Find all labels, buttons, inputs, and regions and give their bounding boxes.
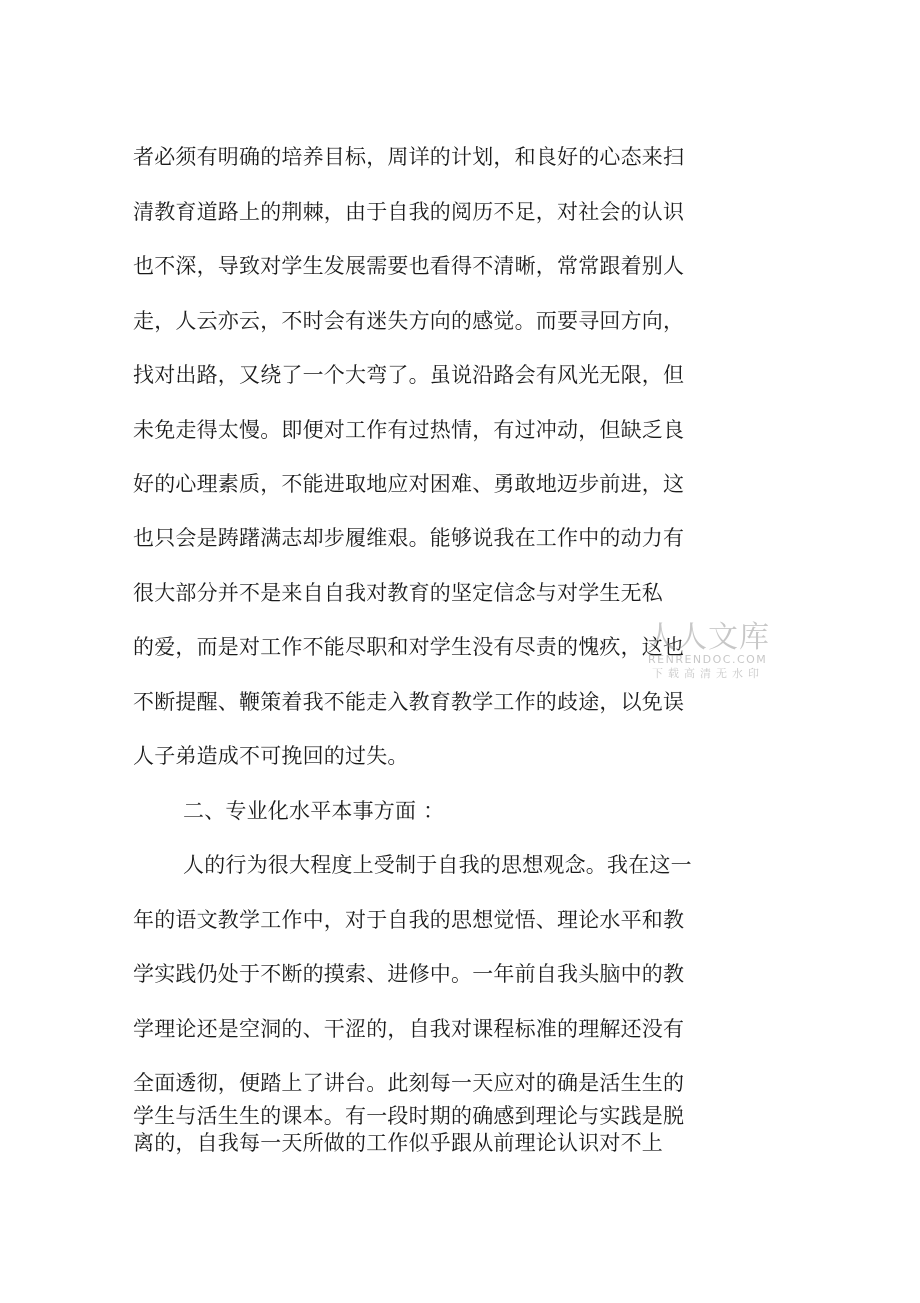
- text-line: 未免走得太慢。即便对工作有过热情，有过冲动，但缺乏良: [133, 418, 685, 442]
- text-line: 者必须有明确的培养目标，周详的计划，和良好的心态来扫: [133, 145, 685, 169]
- text-line: 不断提醒、鞭策着我不能走入教育教学工作的歧途，以免误: [133, 690, 685, 714]
- text-line: 找对出路，又绕了一个大弯了。虽说沿路会有风光无限，但: [133, 363, 685, 387]
- text-line: 学理论还是空洞的、干涩的，自我对课程标准的理解还没有: [133, 1017, 685, 1041]
- section-heading: 二、专业化水平本事方面 ：: [183, 799, 445, 823]
- text-line: 人子弟造成不可挽回的过失。: [133, 744, 409, 768]
- text-line: 走，人云亦云，不时会有迷失方向的感觉。而要寻回方向，: [133, 309, 685, 333]
- text-line: 离的，自我每一天所做的工作似乎跟从前理论认识对不上: [133, 1131, 663, 1155]
- watermark-title: 人人文库: [646, 620, 770, 655]
- text-line: 很大部分并不是来自自我对教育的坚定信念与对学生无私: [133, 581, 663, 605]
- watermark-domain: RENRENDOC.COM: [648, 653, 768, 666]
- text-line: 的爱，而是对工作不能尽职和对学生没有尽责的愧疚，这也: [133, 635, 685, 659]
- text-line: 也不深，导致对学生发展需要也看得不清晰，常常跟着别人: [133, 254, 685, 278]
- text-line: 也只会是踌躇满志却步履维艰。能够说我在工作中的动力有: [133, 526, 685, 550]
- text-line: 年的语文教学工作中，对于自我的思想觉悟、理论水平和教: [133, 908, 685, 932]
- text-line: 好的心理素质，不能进取地应对困难、勇敢地迈步前进，这: [133, 472, 685, 496]
- text-line: 清教育道路上的荆棘，由于自我的阅历不足，对社会的认识: [133, 200, 685, 224]
- watermark: [646, 620, 776, 684]
- text-line: 学实践仍处于不断的摸索、进修中。一年前自我头脑中的教: [133, 962, 685, 986]
- watermark-slogan: 下载高清无水印: [652, 667, 764, 680]
- text-line: 学生与活生生的课本。有一段时期的确感到理论与实践是脱: [133, 1104, 685, 1128]
- text-line: 人的行为很大程度上受制于自我的思想观念。我在这一: [183, 853, 692, 877]
- text-line: 全面透彻，便踏上了讲台。此刻每一天应对的确是活生生的: [133, 1071, 685, 1095]
